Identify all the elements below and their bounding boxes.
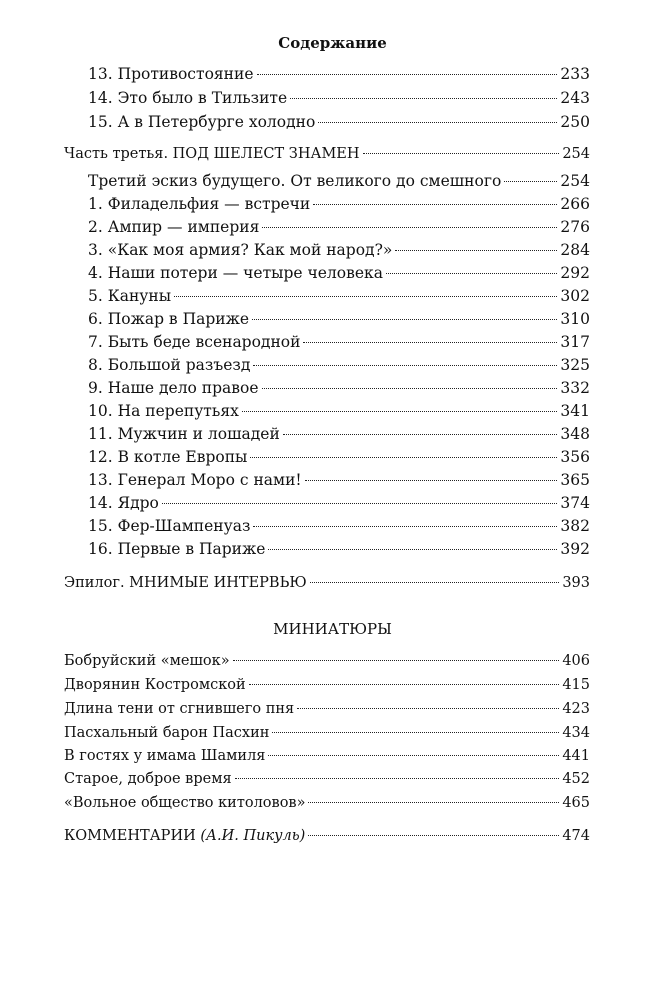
toc-entry: [88, 447, 590, 469]
dot-leader: [283, 434, 558, 435]
toc-entry-title: 15. Фер-Шампенуаз: [88, 517, 251, 535]
toc-entry-page: 452: [562, 771, 590, 787]
toc-part-entry: [64, 144, 590, 166]
toc-entry-page: 392: [560, 540, 590, 558]
toc-entry: [64, 723, 590, 745]
toc-entry-page: 254: [560, 172, 590, 190]
toc-entry-title: В гостях у имама Шамиля: [64, 748, 266, 764]
toc-entry-page: 348: [560, 425, 590, 443]
toc-entry-title: Бобруйский «мешок»: [64, 653, 230, 669]
toc-entry: [88, 332, 590, 354]
toc-entry-title: 9. Наше дело правое: [88, 379, 259, 397]
toc-entry: [64, 769, 590, 791]
toc-entry-page: 374: [560, 494, 590, 512]
dot-leader: [253, 526, 557, 527]
dot-leader: [395, 250, 557, 251]
toc-entry-title: 16. Первые в Париже: [88, 540, 266, 558]
toc-epilogue-page: 393: [562, 575, 590, 591]
dot-leader: [363, 153, 560, 154]
dot-leader: [318, 122, 557, 123]
comments-label: КОММЕНТАРИИ: [64, 828, 196, 844]
comments-author: (А.И. Пикуль): [200, 828, 306, 844]
toc-entry-title: 3. «Как моя армия? Как мой народ?»: [88, 241, 393, 259]
toc-entry-title: 10. На перепутьях: [88, 402, 239, 420]
toc-entry-title: «Вольное общество китоловов»: [64, 795, 306, 811]
toc-entry: [88, 240, 590, 262]
toc-comments-page: 474: [562, 828, 590, 844]
toc-entry-title: Старое, доброе время: [64, 771, 232, 787]
toc-entry: [88, 263, 590, 285]
toc-entry: [88, 88, 590, 110]
toc-entry-page: 434: [562, 725, 590, 741]
toc-entry: [88, 309, 590, 331]
toc-entry: [88, 194, 590, 216]
dot-leader: [303, 342, 557, 343]
section-heading-miniatures: МИНИАТЮРЫ: [273, 620, 392, 638]
toc-entry-title: 4. Наши потери — четыре человека: [88, 264, 383, 282]
dot-leader: [249, 684, 560, 685]
toc-epilogue-entry: [64, 573, 590, 595]
toc-entry: [88, 401, 590, 423]
toc-entry: [88, 112, 590, 134]
toc-entry: [88, 64, 590, 86]
toc-entry-page: 284: [560, 241, 590, 259]
dot-leader: [233, 660, 560, 661]
dot-leader: [253, 365, 557, 366]
toc-comments-title: [64, 826, 305, 846]
toc-entry-page: 317: [560, 333, 590, 351]
toc-entry-page: 332: [560, 379, 590, 397]
dot-leader: [386, 273, 557, 274]
toc-entry-page: 465: [562, 795, 590, 811]
dot-leader: [290, 98, 557, 99]
toc-entry: [88, 171, 590, 193]
toc-entry-page: 233: [560, 65, 590, 83]
dot-leader: [308, 802, 559, 803]
toc-entry-title: Дворянин Костромской: [64, 677, 246, 693]
dot-leader: [262, 388, 558, 389]
toc-entry-title: 1. Филадельфия — встречи: [88, 195, 311, 213]
toc-entry-title: 13. Генерал Моро с нами!: [88, 471, 302, 489]
toc-entry-page: 356: [560, 448, 590, 466]
toc-entry-page: 310: [560, 310, 590, 328]
toc-entry: [64, 793, 590, 815]
dot-leader: [162, 503, 558, 504]
dot-leader: [313, 204, 557, 205]
dot-leader: [504, 181, 557, 182]
toc-entry: [88, 286, 590, 308]
toc-entry-page: 250: [560, 113, 590, 131]
toc-entry: [88, 516, 590, 538]
toc-entry: [88, 217, 590, 239]
page-header: Содержание: [278, 34, 387, 52]
dot-leader: [268, 755, 559, 756]
dot-leader: [310, 582, 560, 583]
toc-entry-title: 6. Пожар в Париже: [88, 310, 250, 328]
dot-leader: [250, 457, 557, 458]
toc-entry-title: 13. Противостояние: [88, 65, 254, 83]
toc-entry: [64, 699, 590, 721]
dot-leader: [242, 411, 558, 412]
toc-entry: [88, 470, 590, 492]
toc-entry-title: Длина тени от сгнившего пня: [64, 701, 295, 717]
toc-entry-page: 266: [560, 195, 590, 213]
toc-entry: [88, 493, 590, 515]
toc-entry-page: 423: [562, 701, 590, 717]
toc-entry-page: 243: [560, 89, 590, 107]
dot-leader: [305, 480, 558, 481]
toc-entry-page: 341: [560, 402, 590, 420]
dot-leader: [268, 549, 557, 550]
toc-entry-title: 11. Мужчин и лошадей: [88, 425, 280, 443]
toc-entry-title: 7. Быть беде всенародной: [88, 333, 301, 351]
toc-entry-page: 302: [560, 287, 590, 305]
dot-leader: [257, 74, 558, 75]
toc-entry-page: 276: [560, 218, 590, 236]
toc-entry-title: Пасхальный барон Пасхин: [64, 725, 270, 741]
toc-part-page: 254: [562, 146, 590, 162]
toc-entry: [64, 651, 590, 673]
toc-entry-title: 15. А в Петербурге холодно: [88, 113, 316, 131]
dot-leader: [252, 319, 557, 320]
toc-entry-title: Третий эскиз будущего. От великого до смешного: [88, 172, 502, 190]
toc-entry-title: 14. Это было в Тильзите: [88, 89, 288, 107]
toc-entry: [88, 355, 590, 377]
toc-entry-title: 12. В котле Европы: [88, 448, 248, 466]
toc-entry: [64, 746, 590, 768]
toc-part-title: Часть третья. ПОД ШЕЛЕСТ ЗНАМЕН: [64, 146, 360, 162]
dot-leader: [308, 835, 559, 836]
dot-leader: [174, 296, 557, 297]
toc-comments-entry: [64, 826, 590, 848]
toc-entry-title: 2. Ампир — империя: [88, 218, 260, 236]
toc-entry-title: 14. Ядро: [88, 494, 159, 512]
dot-leader: [272, 732, 559, 733]
dot-leader: [235, 778, 560, 779]
toc-entry: [88, 424, 590, 446]
toc-entry-page: 292: [560, 264, 590, 282]
toc-entry-title: 8. Большой разъезд: [88, 356, 251, 374]
toc-entry-page: 382: [560, 517, 590, 535]
toc-entry-page: 441: [562, 748, 590, 764]
toc-entry-page: 365: [560, 471, 590, 489]
toc-entry-page: 325: [560, 356, 590, 374]
dot-leader: [262, 227, 557, 228]
toc-entry-title: 5. Кануны: [88, 287, 172, 305]
toc-entry-page: 415: [562, 677, 590, 693]
toc-entry: [88, 539, 590, 561]
toc-epilogue-title: Эпилог. МНИМЫЕ ИНТЕРВЬЮ: [64, 575, 307, 591]
toc-entry: [88, 378, 590, 400]
toc-entry: [64, 675, 590, 697]
toc-entry-page: 406: [562, 653, 590, 669]
dot-leader: [297, 708, 559, 709]
